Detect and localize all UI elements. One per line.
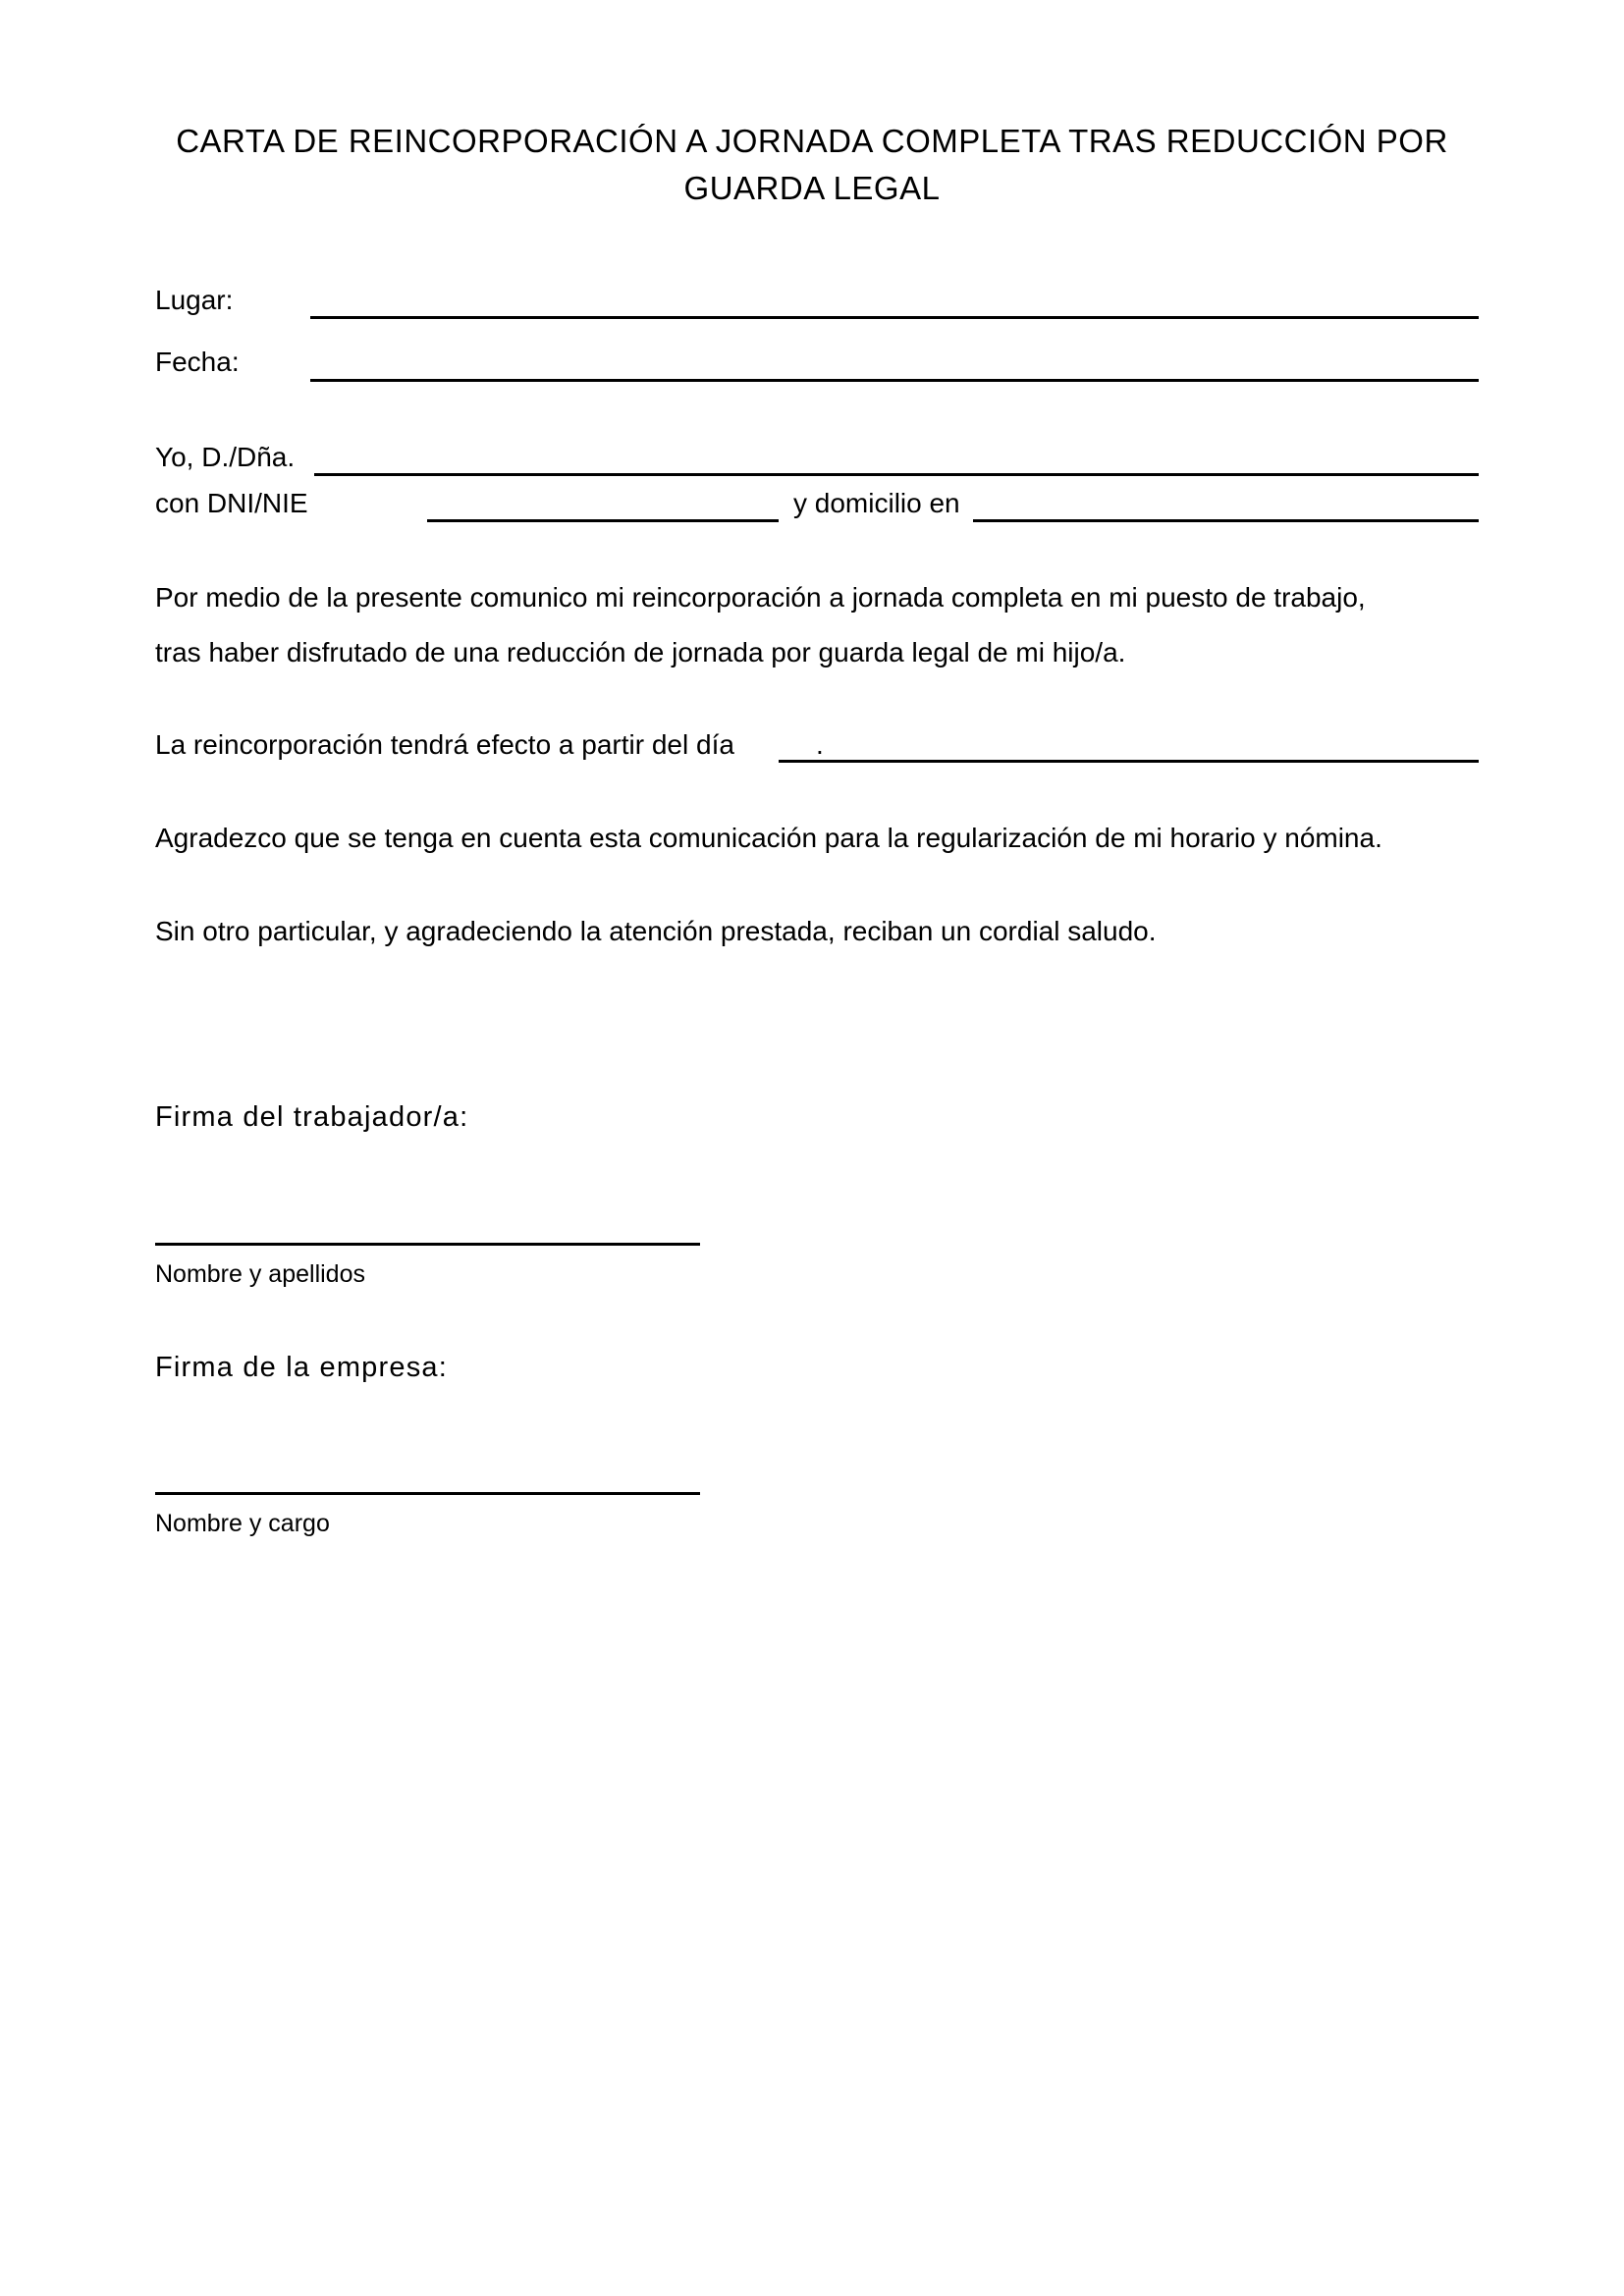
dni-label: con DNI/NIE [155, 488, 308, 518]
lugar-label: Lugar: [155, 285, 234, 315]
domicilio-blank-line[interactable] [973, 519, 1479, 522]
body-paragraph-1-line-2: tras haber disfrutado de una reducción de jornada por guarda legal de mi hijo/a. [155, 637, 1126, 667]
effective-date-period: . [816, 729, 824, 760]
body-paragraph-1-line-1: Por medio de la presente comunico mi reincorporación a jornada completa en mi puesto de trabajo, [155, 582, 1366, 613]
fecha-label: Fecha: [155, 347, 240, 377]
worker-signature-line[interactable] [155, 1243, 700, 1246]
body-paragraph-3: Agradezco que se tenga en cuenta esta comunicación para la regularización de mi horario y nómina. [155, 823, 1382, 853]
dni-blank-line[interactable] [427, 519, 779, 522]
domicilio-label: y domicilio en [793, 488, 960, 518]
fecha-blank-line[interactable] [310, 379, 1479, 382]
lugar-blank-line[interactable] [310, 316, 1479, 319]
worker-signature-label: Firma del trabajador/a: [155, 1101, 469, 1133]
name-label: Yo, D./Dña. [155, 442, 296, 472]
company-signature-line[interactable] [155, 1492, 700, 1495]
document-title-line-1: CARTA DE REINCORPORACIÓN A JORNADA COMPLETA TRAS REDUCCIÓN POR [176, 123, 1448, 159]
body-paragraph-4: Sin otro particular, y agradeciendo la atención prestada, reciban un cordial saludo. [155, 916, 1157, 946]
name-blank-line[interactable] [314, 473, 1479, 476]
worker-signature-caption: Nombre y apellidos [155, 1260, 365, 1288]
company-signature-caption: Nombre y cargo [155, 1510, 330, 1537]
effective-date-label: La reincorporación tendrá efecto a partir del día [155, 729, 734, 760]
document-title-line-2: GUARDA LEGAL [683, 170, 941, 206]
company-signature-label: Firma de la empresa: [155, 1352, 448, 1383]
effective-date-blank-line[interactable] [779, 760, 1479, 763]
